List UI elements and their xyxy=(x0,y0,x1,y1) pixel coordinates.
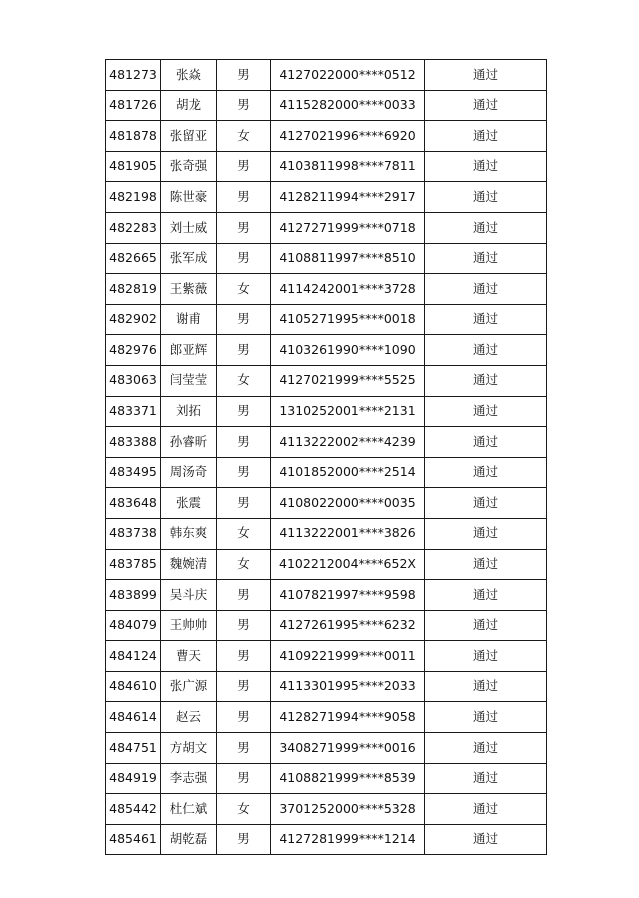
candidate-id-cell: 483388 xyxy=(106,427,161,458)
table-row xyxy=(106,60,547,91)
table-row xyxy=(106,365,547,396)
candidate-id-cell: 483371 xyxy=(106,396,161,427)
candidate-id-cell: 482902 xyxy=(106,304,161,335)
candidate-name-cell: 吴斗庆 xyxy=(161,580,217,611)
candidate-id-cell: 484610 xyxy=(106,671,161,702)
table-row xyxy=(106,182,547,213)
table-row xyxy=(106,763,547,794)
candidate-id-cell: 481905 xyxy=(106,151,161,182)
candidate-name-cell: 刘士威 xyxy=(161,212,217,243)
table-row xyxy=(106,90,547,121)
id-card-cell: 4127021996****6920 xyxy=(271,121,425,152)
result-cell: 通过 xyxy=(425,457,547,488)
id-card-cell: 4103261990****1090 xyxy=(271,335,425,366)
candidate-name-cell: 曹天 xyxy=(161,641,217,672)
candidate-name-cell: 闫莹莹 xyxy=(161,365,217,396)
table-row xyxy=(106,121,547,152)
candidate-id-cell: 482819 xyxy=(106,274,161,305)
candidate-name-cell: 张留亚 xyxy=(161,121,217,152)
table-row xyxy=(106,457,547,488)
id-card-cell: 4127281999****1214 xyxy=(271,824,425,855)
gender-cell: 男 xyxy=(217,702,271,733)
candidate-name-cell: 刘拓 xyxy=(161,396,217,427)
result-cell: 通过 xyxy=(425,733,547,764)
gender-cell: 男 xyxy=(217,90,271,121)
table-row xyxy=(106,641,547,672)
result-cell: 通过 xyxy=(425,60,547,91)
result-cell: 通过 xyxy=(425,182,547,213)
id-card-cell: 4127022000****0512 xyxy=(271,60,425,91)
table-row xyxy=(106,549,547,580)
gender-cell: 男 xyxy=(217,151,271,182)
id-card-cell: 4103811998****7811 xyxy=(271,151,425,182)
results-table xyxy=(105,59,547,855)
table-row xyxy=(106,824,547,855)
table-row xyxy=(106,212,547,243)
candidate-id-cell: 483899 xyxy=(106,580,161,611)
gender-cell: 女 xyxy=(217,274,271,305)
gender-cell: 男 xyxy=(217,243,271,274)
candidate-name-cell: 王紫薇 xyxy=(161,274,217,305)
candidate-id-cell: 483785 xyxy=(106,549,161,580)
result-cell: 通过 xyxy=(425,121,547,152)
result-cell: 通过 xyxy=(425,549,547,580)
gender-cell: 男 xyxy=(217,457,271,488)
result-cell: 通过 xyxy=(425,824,547,855)
gender-cell: 男 xyxy=(217,641,271,672)
gender-cell: 男 xyxy=(217,580,271,611)
candidate-name-cell: 李志强 xyxy=(161,763,217,794)
gender-cell: 男 xyxy=(217,182,271,213)
candidate-name-cell: 赵云 xyxy=(161,702,217,733)
gender-cell: 男 xyxy=(217,396,271,427)
table-row xyxy=(106,335,547,366)
table-row xyxy=(106,427,547,458)
result-cell: 通过 xyxy=(425,702,547,733)
candidate-name-cell: 张焱 xyxy=(161,60,217,91)
candidate-name-cell: 周汤奇 xyxy=(161,457,217,488)
candidate-name-cell: 张军成 xyxy=(161,243,217,274)
gender-cell: 女 xyxy=(217,518,271,549)
result-cell: 通过 xyxy=(425,488,547,519)
result-cell: 通过 xyxy=(425,794,547,825)
id-card-cell: 4128271994****9058 xyxy=(271,702,425,733)
candidate-id-cell: 483495 xyxy=(106,457,161,488)
table-row xyxy=(106,243,547,274)
id-card-cell: 4113301995****2033 xyxy=(271,671,425,702)
table-row xyxy=(106,580,547,611)
candidate-name-cell: 张广源 xyxy=(161,671,217,702)
candidate-name-cell: 陈世豪 xyxy=(161,182,217,213)
candidate-id-cell: 482976 xyxy=(106,335,161,366)
result-cell: 通过 xyxy=(425,365,547,396)
candidate-name-cell: 王帅帅 xyxy=(161,610,217,641)
table-row xyxy=(106,274,547,305)
id-card-cell: 3408271999****0016 xyxy=(271,733,425,764)
id-card-cell: 4115282000****0033 xyxy=(271,90,425,121)
table-row xyxy=(106,702,547,733)
candidate-id-cell: 484919 xyxy=(106,763,161,794)
result-cell: 通过 xyxy=(425,763,547,794)
result-cell: 通过 xyxy=(425,212,547,243)
gender-cell: 男 xyxy=(217,763,271,794)
id-card-cell: 4101852000****2514 xyxy=(271,457,425,488)
id-card-cell: 4113222001****3826 xyxy=(271,518,425,549)
table-row xyxy=(106,610,547,641)
result-cell: 通过 xyxy=(425,396,547,427)
result-cell: 通过 xyxy=(425,151,547,182)
candidate-id-cell: 485461 xyxy=(106,824,161,855)
gender-cell: 男 xyxy=(217,488,271,519)
candidate-name-cell: 郎亚辉 xyxy=(161,335,217,366)
result-cell: 通过 xyxy=(425,274,547,305)
gender-cell: 女 xyxy=(217,365,271,396)
gender-cell: 男 xyxy=(217,60,271,91)
candidate-id-cell: 481878 xyxy=(106,121,161,152)
id-card-cell: 4127261995****6232 xyxy=(271,610,425,641)
gender-cell: 男 xyxy=(217,304,271,335)
gender-cell: 男 xyxy=(217,212,271,243)
id-card-cell: 4108811997****8510 xyxy=(271,243,425,274)
result-cell: 通过 xyxy=(425,427,547,458)
result-cell: 通过 xyxy=(425,90,547,121)
candidate-id-cell: 484079 xyxy=(106,610,161,641)
candidate-id-cell: 483063 xyxy=(106,365,161,396)
table-row xyxy=(106,304,547,335)
table-row xyxy=(106,518,547,549)
candidate-name-cell: 胡龙 xyxy=(161,90,217,121)
gender-cell: 女 xyxy=(217,121,271,152)
id-card-cell: 4128211994****2917 xyxy=(271,182,425,213)
result-cell: 通过 xyxy=(425,243,547,274)
table-row xyxy=(106,396,547,427)
id-card-cell: 4113222002****4239 xyxy=(271,427,425,458)
gender-cell: 男 xyxy=(217,733,271,764)
gender-cell: 男 xyxy=(217,427,271,458)
result-cell: 通过 xyxy=(425,610,547,641)
table-row xyxy=(106,488,547,519)
gender-cell: 女 xyxy=(217,794,271,825)
candidate-name-cell: 魏婉清 xyxy=(161,549,217,580)
id-card-cell: 4102212004****652X xyxy=(271,549,425,580)
id-card-cell: 4127021999****5525 xyxy=(271,365,425,396)
result-cell: 通过 xyxy=(425,641,547,672)
id-card-cell: 4105271995****0018 xyxy=(271,304,425,335)
results-table-body xyxy=(106,60,547,855)
candidate-id-cell: 481273 xyxy=(106,60,161,91)
result-cell: 通过 xyxy=(425,518,547,549)
candidate-id-cell: 485442 xyxy=(106,794,161,825)
candidate-name-cell: 韩东爽 xyxy=(161,518,217,549)
id-card-cell: 1310252001****2131 xyxy=(271,396,425,427)
gender-cell: 男 xyxy=(217,824,271,855)
candidate-name-cell: 杜仁斌 xyxy=(161,794,217,825)
table-row xyxy=(106,733,547,764)
candidate-name-cell: 胡乾磊 xyxy=(161,824,217,855)
id-card-cell: 3701252000****5328 xyxy=(271,794,425,825)
candidate-id-cell: 483738 xyxy=(106,518,161,549)
gender-cell: 男 xyxy=(217,671,271,702)
candidate-id-cell: 483648 xyxy=(106,488,161,519)
candidate-name-cell: 孙睿昕 xyxy=(161,427,217,458)
candidate-id-cell: 482198 xyxy=(106,182,161,213)
candidate-id-cell: 481726 xyxy=(106,90,161,121)
table-row xyxy=(106,794,547,825)
candidate-id-cell: 482665 xyxy=(106,243,161,274)
candidate-name-cell: 张奇强 xyxy=(161,151,217,182)
result-cell: 通过 xyxy=(425,580,547,611)
gender-cell: 女 xyxy=(217,549,271,580)
id-card-cell: 4108022000****0035 xyxy=(271,488,425,519)
id-card-cell: 4107821997****9598 xyxy=(271,580,425,611)
candidate-id-cell: 484751 xyxy=(106,733,161,764)
result-cell: 通过 xyxy=(425,671,547,702)
candidate-name-cell: 谢甫 xyxy=(161,304,217,335)
result-cell: 通过 xyxy=(425,335,547,366)
gender-cell: 男 xyxy=(217,610,271,641)
table-row xyxy=(106,151,547,182)
id-card-cell: 4127271999****0718 xyxy=(271,212,425,243)
id-card-cell: 4109221999****0011 xyxy=(271,641,425,672)
id-card-cell: 4108821999****8539 xyxy=(271,763,425,794)
candidate-id-cell: 484124 xyxy=(106,641,161,672)
candidate-id-cell: 482283 xyxy=(106,212,161,243)
candidate-id-cell: 484614 xyxy=(106,702,161,733)
gender-cell: 男 xyxy=(217,335,271,366)
id-card-cell: 4114242001****3728 xyxy=(271,274,425,305)
result-cell: 通过 xyxy=(425,304,547,335)
table-row xyxy=(106,671,547,702)
candidate-name-cell: 张震 xyxy=(161,488,217,519)
candidate-name-cell: 方胡文 xyxy=(161,733,217,764)
